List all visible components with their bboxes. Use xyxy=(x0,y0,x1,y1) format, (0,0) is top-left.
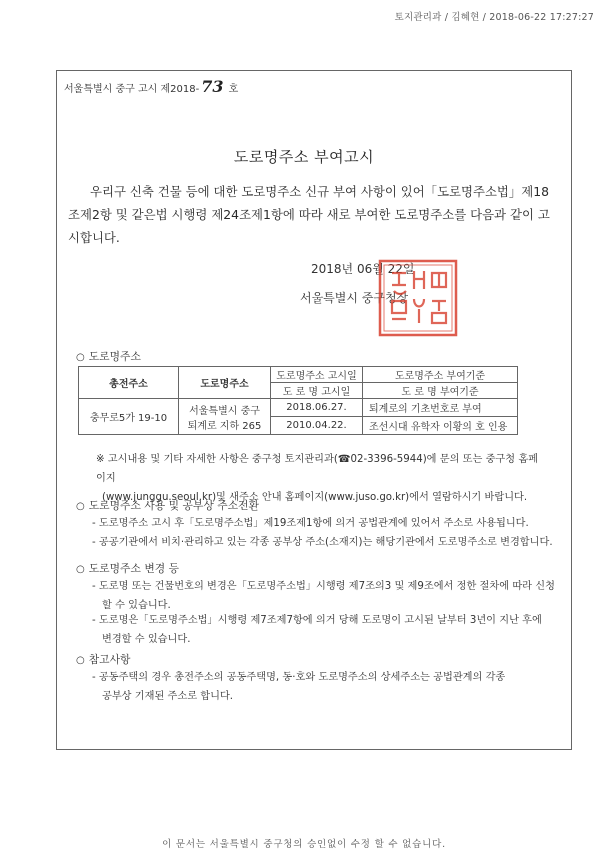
footer-disclaimer: 이 문서는 서울특별시 중구청의 승인없이 수정 할 수 없습니다. xyxy=(162,839,446,850)
section-usage-heading: ○ 도로명주소 사용 및 공부상 주소전환 xyxy=(76,499,259,512)
section-change-heading: ○ 도로명주소 변경 등 xyxy=(76,562,180,575)
header-notice-date: 도로명주소 고시일 xyxy=(271,367,363,383)
section-address-heading: ○ 도로명주소 xyxy=(76,350,141,363)
cell-notice-date: 2018.06.27. xyxy=(271,399,363,417)
table-header-row xyxy=(79,367,518,383)
list-item: - 공동주택의 경우 총전주소의 공동주택명, 동·호와 도로명주소의 상세주소는 공법관계의 각종 xyxy=(92,672,506,683)
cell-assign-basis: 퇴계로의 기초번호로 부여 xyxy=(363,399,518,417)
list-item: - 도로명 또는 건물번호의 변경은「도로명주소법」시행령 제7조의3 및 제9조에서 정한 절차에 따라 신청 xyxy=(92,581,555,592)
issuing-office: 서울특별시 중구청장 xyxy=(300,291,409,305)
header-assign-basis: 도로명주소 부여기준 xyxy=(363,367,518,383)
cell-road-date: 2010.04.22. xyxy=(271,417,363,435)
inquiry-note-line1: ※ 고시내용 및 기타 자세한 사항은 중구청 토지관리과(☎02-3396-5944)에 문의 또는 중구청 홈페이지 xyxy=(96,454,539,484)
notice-number-suffix: 호 xyxy=(228,84,239,95)
notice-number-handwritten: 73 xyxy=(201,77,224,96)
list-item-continued: 공부상 기재된 주소로 합니다. xyxy=(102,691,234,702)
list-item: - 공공기관에서 비치·관리하고 있는 각종 공부상 주소(소재지)는 해당기관에서 도로명주소로 변경합니다. xyxy=(92,537,553,548)
official-seal-icon xyxy=(376,257,460,339)
address-table xyxy=(78,366,518,435)
circle-bullet-icon: ○ xyxy=(76,564,85,575)
notice-number xyxy=(64,77,238,96)
circle-bullet-icon: ○ xyxy=(76,655,85,666)
list-item-continued: 변경할 수 있습니다. xyxy=(102,634,191,645)
circle-bullet-icon: ○ xyxy=(76,501,85,512)
inquiry-note-line2: (www.junggu.seoul.kr)및 새주소 안내 홈페이지(www.juso.go.kr)에서 열람하시기 바랍니다. xyxy=(102,492,528,503)
list-item-continued: 할 수 있습니다. xyxy=(102,600,171,611)
header-road-basis: 도 로 명 부여기준 xyxy=(363,383,518,399)
notice-intro: 우리구 신축 건물 등에 대한 도로명주소 신규 부여 사항이 있어「도로명주소법」제18조제2항 및 같은법 시행령 제24조제1항에 따라 새로 부여한 도로명주소를 다음과 같이 고시합니다. xyxy=(68,184,550,245)
cell-road-address-line2: 퇴계로 지하 265 xyxy=(187,420,262,432)
list-item: - 도로명은「도로명주소법」시행령 제7조제7항에 의거 당해 도로명이 고시된 날부터 3년이 지난 후에 xyxy=(92,615,542,626)
notice-number-prefix: 서울특별시 중구 고시 제2018- xyxy=(64,84,200,95)
section-ref-heading: ○ 참고사항 xyxy=(76,653,131,666)
notice-date: 2018년 06월 22일 xyxy=(311,262,415,276)
cell-road-address xyxy=(179,399,271,435)
circle-bullet-icon: ○ xyxy=(76,352,85,363)
header-old-address: 총전주소 xyxy=(79,367,179,399)
cell-road-basis: 조선시대 유학자 이황의 호 인용 xyxy=(363,417,518,435)
routing-stamp: 토지관리과 / 김혜현 / 2018-06-22 17:27:27 xyxy=(394,12,594,23)
header-road-address: 도로명주소 xyxy=(179,367,271,399)
cell-old-address: 충무로5가 19-10 xyxy=(79,399,179,435)
list-item: - 도로명주소 고시 후「도로명주소법」제19조제1항에 의거 공법관계에 있어서 주소로 사용됩니다. xyxy=(92,518,529,529)
table-row xyxy=(79,399,518,417)
cell-road-address-line1: 서울특별시 중구 xyxy=(189,405,260,417)
header-road-date: 도 로 명 고시일 xyxy=(271,383,363,399)
notice-title: 도로명주소 부여고시 xyxy=(233,148,375,166)
